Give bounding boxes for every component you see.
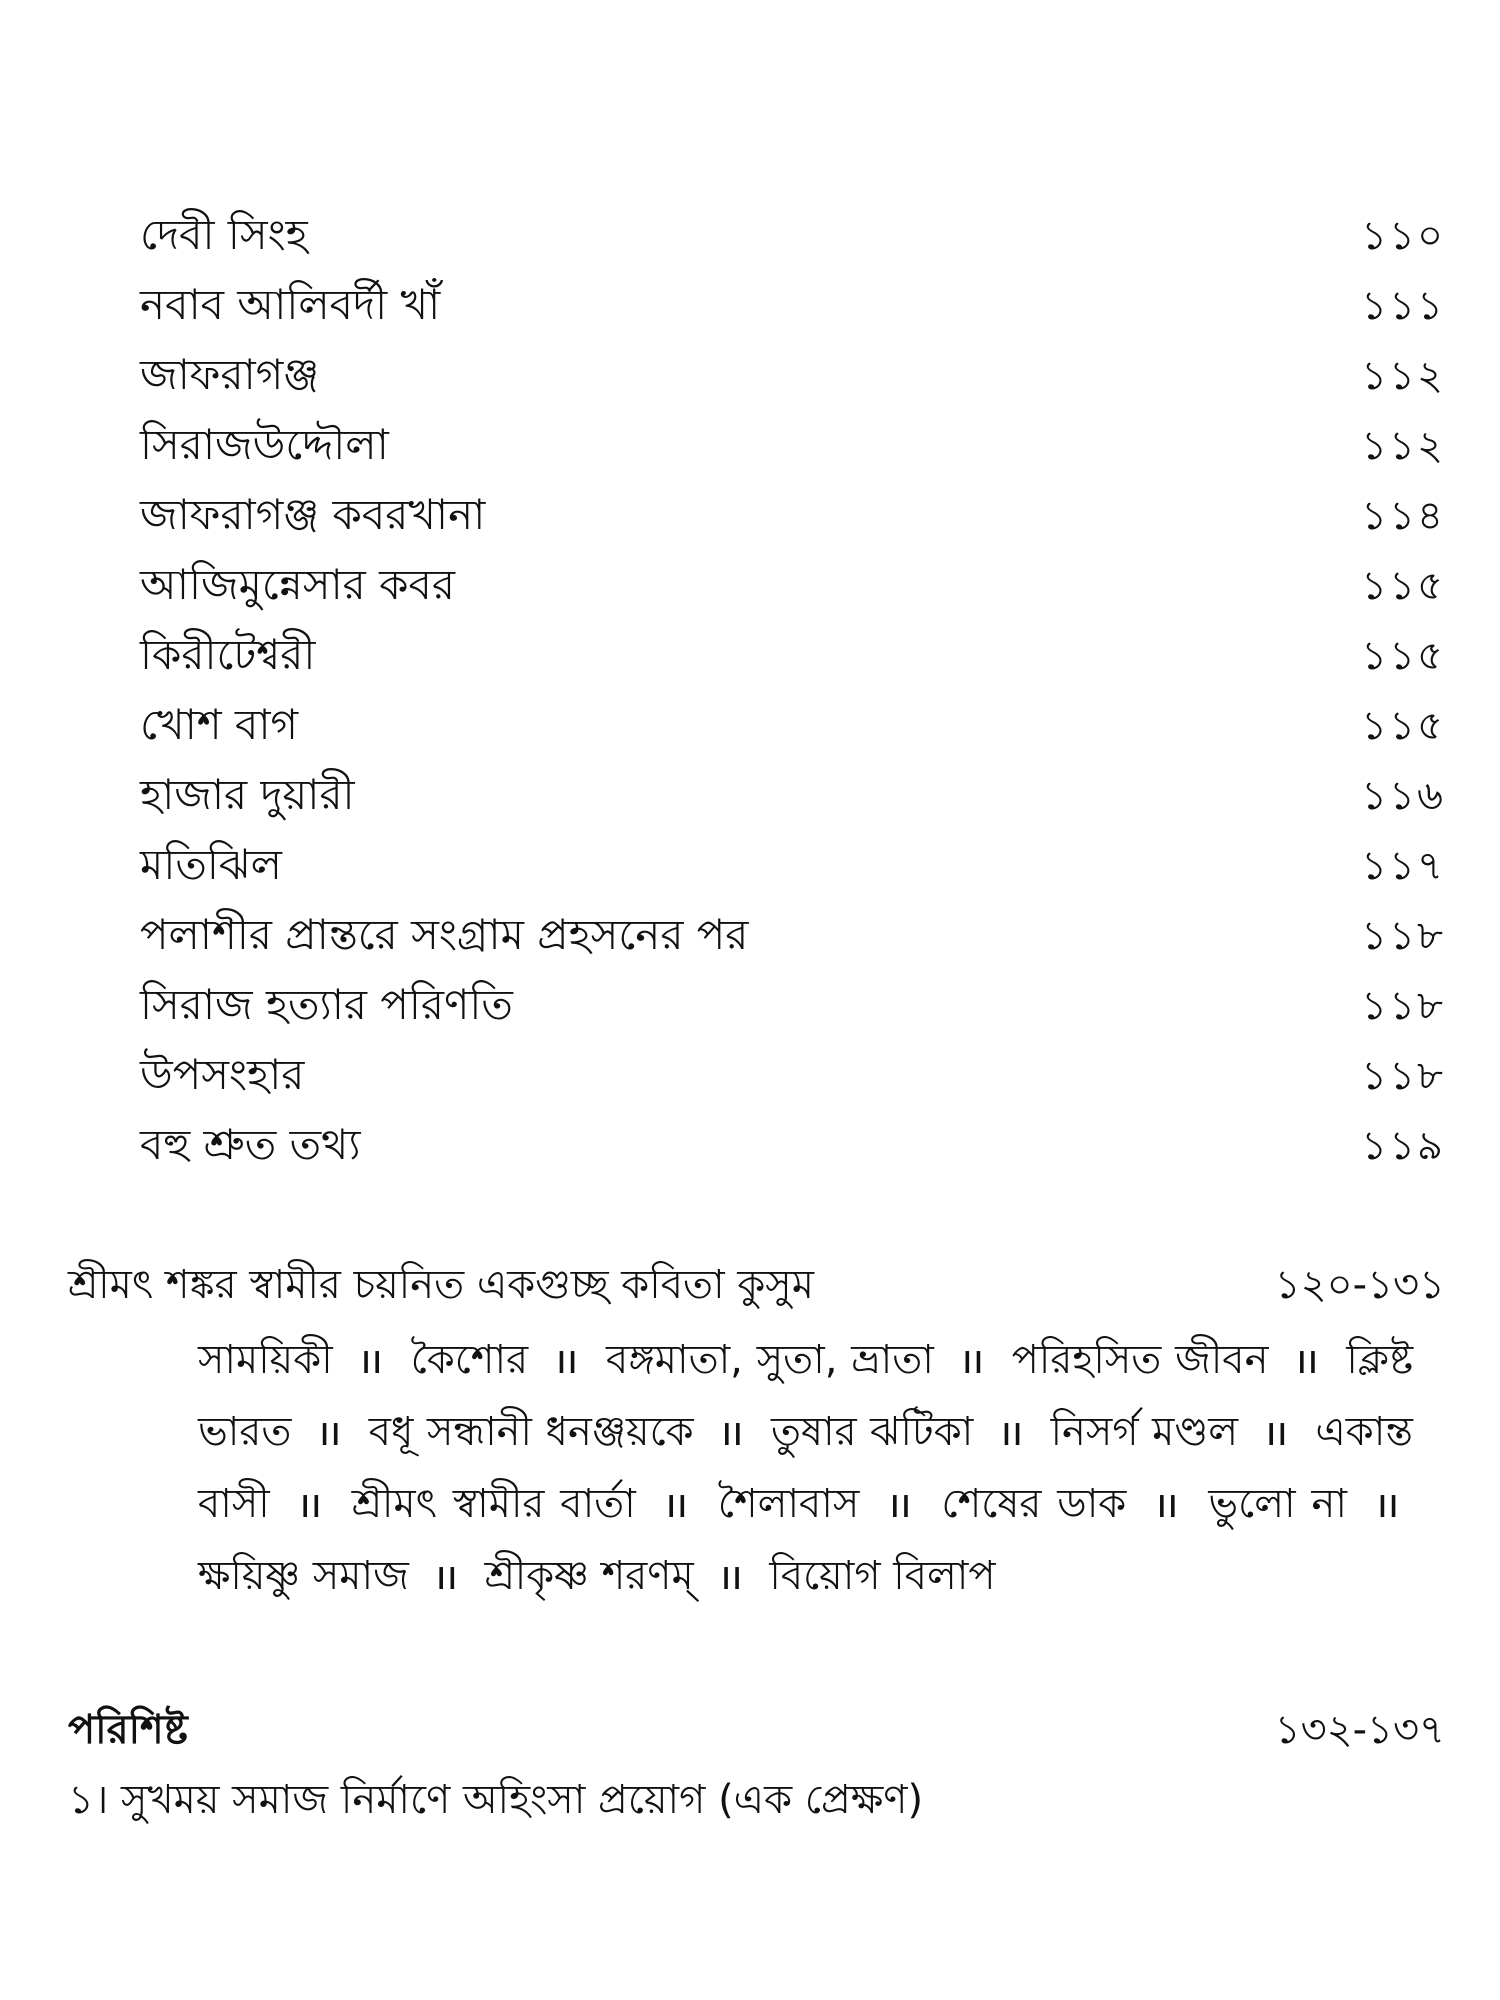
toc-entry-page: ১১৮ bbox=[1361, 1053, 1445, 1099]
toc-entry bbox=[140, 970, 1445, 1040]
poem-separator: ıı bbox=[1296, 1337, 1319, 1383]
toc-entry-title: জাফরাগঞ্জ bbox=[140, 350, 320, 399]
toc-entry-title: বহু শ্রুত তথ্য bbox=[140, 1120, 361, 1169]
poem-separator: ıı bbox=[1000, 1409, 1024, 1455]
poems-section bbox=[68, 1250, 1445, 1612]
appendix-item: ১। সুখময় সমাজ নির্মাণে অহিংসা প্রয়োগ (এক প্রেক্ষণ) bbox=[68, 1777, 924, 1823]
toc-entry-page: ১১৯ bbox=[1361, 1123, 1445, 1169]
toc-entry-page: ১১৫ bbox=[1361, 633, 1445, 679]
poem-separator: ıı bbox=[435, 1553, 458, 1599]
poem-title: ভুলো না bbox=[1208, 1481, 1347, 1527]
toc-entry-page: ১১২ bbox=[1361, 423, 1445, 469]
toc-entry-page: ১১৮ bbox=[1361, 983, 1445, 1029]
poem-separator: ıı bbox=[1376, 1481, 1400, 1527]
poem-separator: ıı bbox=[360, 1337, 383, 1383]
poem-separator: ıı bbox=[1156, 1481, 1179, 1527]
toc-entry bbox=[140, 410, 1445, 480]
toc-entry bbox=[140, 900, 1445, 970]
toc-entry-title: আজিমুন্নেসার কবর bbox=[140, 560, 455, 609]
poem-title: সাময়িকী bbox=[198, 1337, 333, 1383]
toc-entry-title: মতিঝিল bbox=[140, 840, 282, 889]
poem-separator: ıı bbox=[889, 1481, 912, 1527]
poem-title: তুষার ঝটিকা bbox=[770, 1409, 974, 1455]
toc-entry bbox=[140, 830, 1445, 900]
poem-title: শ্রীমৎ স্বামীর বার্তা bbox=[351, 1481, 636, 1527]
toc-entry-title: উপসংহার bbox=[140, 1050, 305, 1099]
toc-entry-title: সিরাজউদ্দৌলা bbox=[140, 420, 389, 469]
appendix-heading bbox=[68, 1695, 1445, 1765]
toc-entry-page: ১১৫ bbox=[1361, 703, 1445, 749]
appendix-section bbox=[68, 1695, 1445, 1835]
toc-entry-title: জাফরাগঞ্জ কবরখানা bbox=[140, 490, 486, 539]
toc-entry bbox=[140, 480, 1445, 550]
appendix-title: পরিশিষ্ট bbox=[68, 1707, 188, 1753]
poem-title: বধূ সন্ধানী ধনঞ্জয়কে bbox=[368, 1409, 694, 1455]
appendix-pages: ১৩২-১৩৭ bbox=[1274, 1707, 1445, 1753]
poem-title-list bbox=[198, 1324, 1413, 1612]
toc-entry bbox=[140, 620, 1445, 690]
toc-entry bbox=[140, 550, 1445, 620]
poem-title: কৈশোর bbox=[410, 1337, 529, 1383]
poem-title: পরিহসিত জীবন bbox=[1011, 1337, 1269, 1383]
toc-entry bbox=[140, 270, 1445, 340]
toc-entry-title: সিরাজ হত্যার পরিণতি bbox=[140, 980, 513, 1029]
toc-entry-page: ১১৭ bbox=[1361, 843, 1445, 889]
poem-title: শেষের ডাক bbox=[941, 1481, 1127, 1527]
poems-section-title: শ্রীমৎ শঙ্কর স্বামীর চয়নিত একগুচ্ছ কবিতা কুসুম bbox=[68, 1262, 814, 1308]
toc-entry-title: দেবী সিংহ bbox=[140, 210, 308, 259]
poem-separator: ıı bbox=[318, 1409, 342, 1455]
toc-entry bbox=[140, 1040, 1445, 1110]
poem-separator: ıı bbox=[555, 1337, 579, 1383]
poem-title: বিয়োগ বিলাপ bbox=[769, 1553, 996, 1599]
toc-entry bbox=[140, 1110, 1445, 1180]
toc-entry bbox=[140, 760, 1445, 830]
poems-section-heading bbox=[68, 1250, 1445, 1320]
toc-entry-title: পলাশীর প্রান্তরে সংগ্রাম প্রহসনের পর bbox=[140, 910, 749, 959]
toc-entry-title: নবাব আলিবর্দী খাঁ bbox=[140, 280, 441, 329]
poem-separator: ıı bbox=[1265, 1409, 1288, 1455]
poem-title: নিসর্গ মণ্ডল bbox=[1050, 1409, 1239, 1455]
poem-separator: ıı bbox=[961, 1337, 984, 1383]
toc-entry-page: ১১৮ bbox=[1361, 913, 1445, 959]
poem-separator: ıı bbox=[665, 1481, 688, 1527]
toc-entry bbox=[140, 340, 1445, 410]
poem-separator: ıı bbox=[299, 1481, 322, 1527]
toc-entry-page: ১১১ bbox=[1361, 283, 1445, 329]
toc-entry-page: ১১৪ bbox=[1361, 493, 1445, 539]
poem-title: একান্ত বাসী bbox=[198, 1409, 1413, 1527]
toc-entry-title: খোশ বাগ bbox=[140, 700, 299, 749]
toc-entry bbox=[140, 200, 1445, 270]
toc-entry-page: ১১৬ bbox=[1361, 773, 1445, 819]
poem-title: শৈলাবাস bbox=[717, 1481, 860, 1527]
poems-section-pages: ১২০-১৩১ bbox=[1274, 1262, 1445, 1308]
poem-separator: ıı bbox=[721, 1409, 744, 1455]
toc-entry-title: হাজার দুয়ারী bbox=[140, 770, 355, 819]
toc-entry-title: কিরীটেশ্বরী bbox=[140, 630, 316, 679]
toc-entry bbox=[140, 690, 1445, 760]
toc-entry-page: ১১২ bbox=[1361, 353, 1445, 399]
poem-separator: ıı bbox=[720, 1553, 743, 1599]
poem-title: বঙ্গমাতা, সুতা, ভ্রাতা bbox=[605, 1337, 934, 1383]
toc-entry-page: ১১৫ bbox=[1361, 563, 1445, 609]
toc-list bbox=[140, 200, 1445, 1180]
poem-title: ক্ষয়িষ্ণু সমাজ bbox=[198, 1553, 409, 1599]
poem-title: শ্রীকৃষ্ণ শরণম্ bbox=[484, 1553, 694, 1599]
toc-entry-page: ১১০ bbox=[1361, 213, 1445, 259]
poem-title: ক্লিষ্ট ভারত bbox=[198, 1337, 1414, 1455]
